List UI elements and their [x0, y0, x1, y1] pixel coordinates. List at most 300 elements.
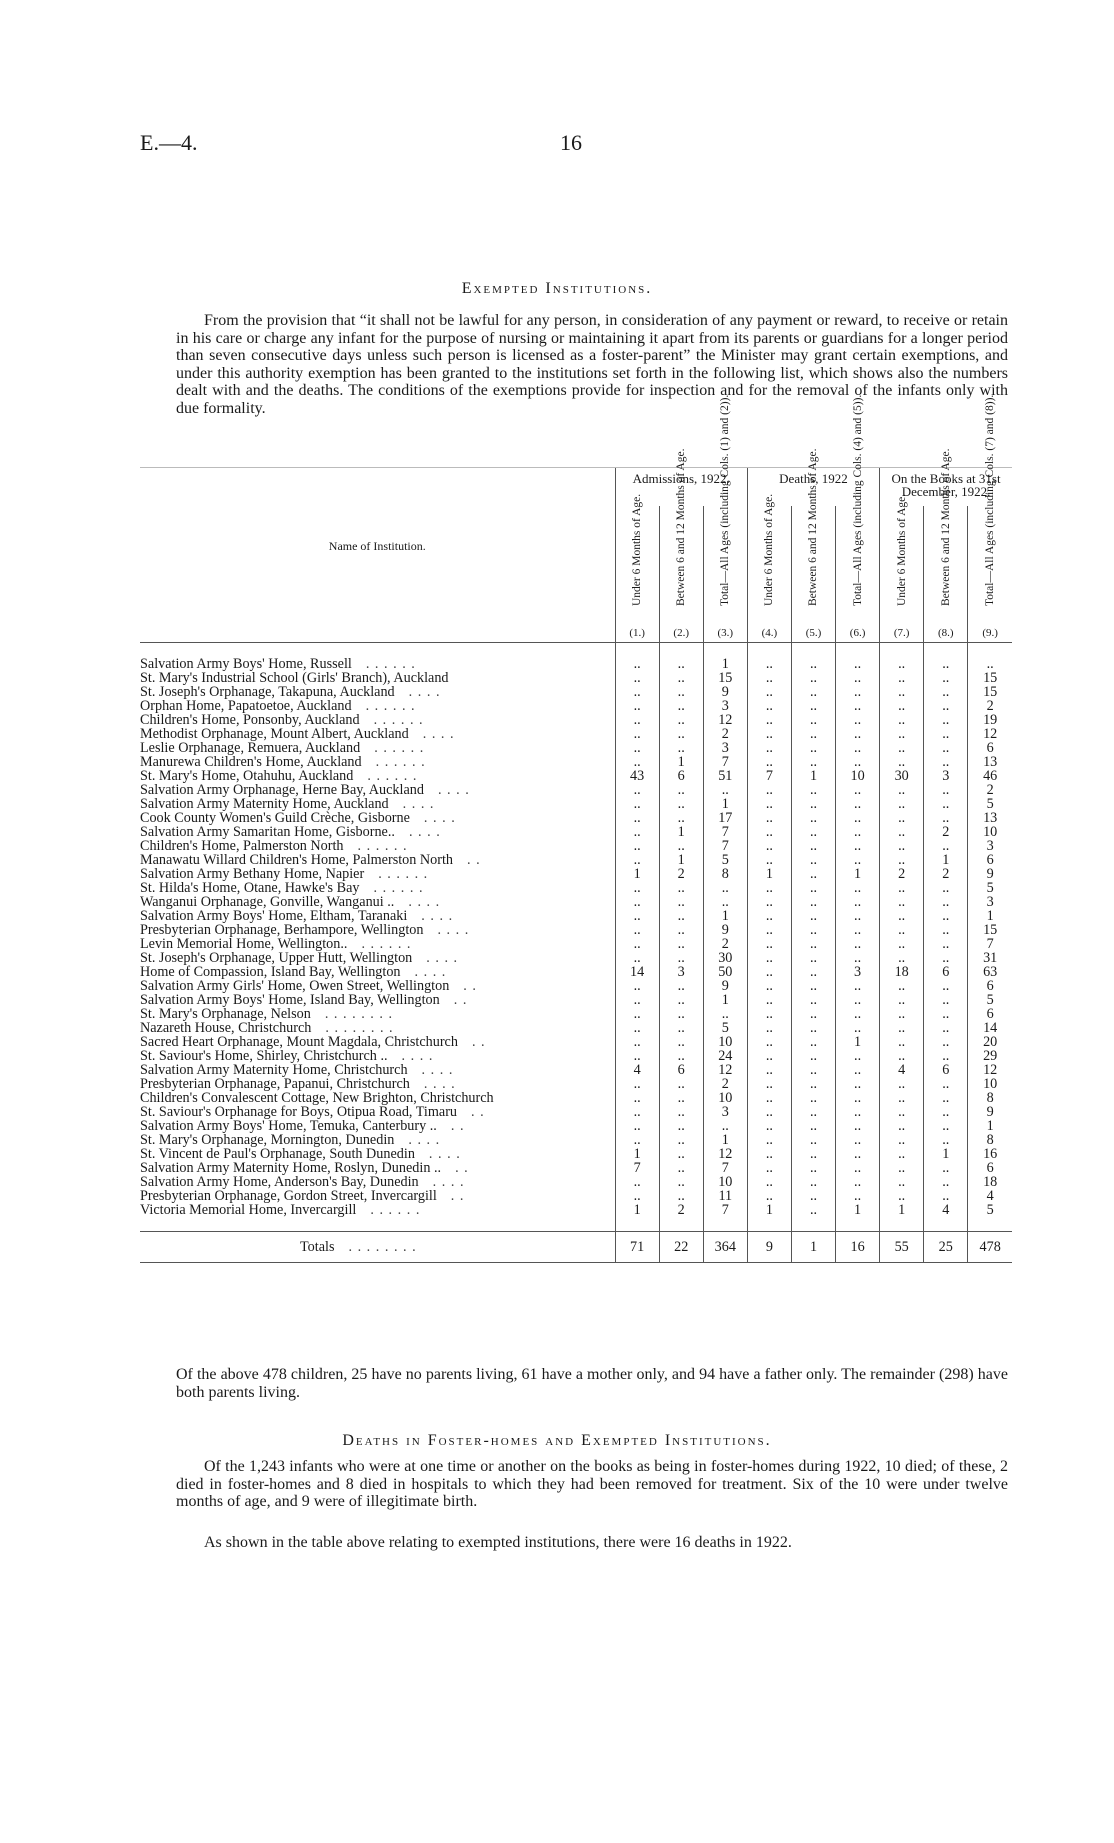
cell-col-9: 5 — [968, 993, 1012, 1007]
cell-col-6: .. — [836, 1133, 880, 1147]
table-row — [140, 1175, 1012, 1189]
cell-col-1: .. — [615, 881, 659, 895]
institution-name — [140, 657, 615, 671]
table-row — [140, 755, 1012, 769]
cell-col-2: 22 — [659, 1232, 703, 1263]
column-header-7 — [880, 493, 924, 624]
institution-name — [140, 671, 615, 685]
leader-dots: . . . . . . — [365, 657, 416, 671]
cell-col-9: 6 — [968, 1161, 1012, 1175]
leader-dots: . . . . . . — [361, 937, 412, 951]
cell-col-9: 13 — [968, 755, 1012, 769]
cell-col-3: 12 — [703, 1063, 747, 1077]
cell-col-5: .. — [791, 741, 835, 755]
table-row — [140, 839, 1012, 853]
cell-col-8: .. — [924, 979, 968, 993]
leader-dots: . . . . — [422, 727, 455, 741]
cell-col-6: .. — [836, 993, 880, 1007]
cell-col-9: 12 — [968, 727, 1012, 741]
institution-name — [140, 1091, 615, 1105]
institution-name-text: Salvation Army Bethany Home, Napier — [140, 867, 365, 881]
cell-col-7: .. — [880, 1021, 924, 1035]
cell-col-8: .. — [924, 657, 968, 671]
column-header-9 — [968, 394, 1012, 624]
table-row — [140, 713, 1012, 727]
column-header-label: Between 6 and 12 Months of Age. — [939, 448, 952, 606]
spacer-cell — [968, 643, 1012, 658]
cell-col-6: .. — [836, 909, 880, 923]
institution-name-text: Salvation Army Maternity Home, Auckland — [140, 797, 389, 811]
cell-col-5: .. — [791, 1077, 835, 1091]
cell-col-2: .. — [659, 993, 703, 1007]
cell-col-8: .. — [924, 685, 968, 699]
institution-name-text: Presbyterian Orphanage, Berhampore, Wellington — [140, 923, 424, 937]
column-header-label: Between 6 and 12 Months of Age. — [807, 448, 820, 606]
cell-col-7: .. — [880, 671, 924, 685]
cell-col-3: 7 — [703, 1203, 747, 1217]
cell-col-6: .. — [836, 951, 880, 965]
cell-col-5: .. — [791, 1021, 835, 1035]
institution-name-text: St. Mary's Industrial School (Girls' Branch), Auckland — [140, 671, 449, 685]
institution-name-text: Children's Home, Ponsonby, Auckland — [140, 713, 360, 727]
cell-col-9: 10 — [968, 1077, 1012, 1091]
column-number-5: (5.) — [791, 624, 835, 643]
cell-col-3: 7 — [703, 755, 747, 769]
institution-name — [140, 1035, 615, 1049]
cell-col-3: .. — [703, 1007, 747, 1021]
cell-col-4: .. — [747, 713, 791, 727]
leader-dots: . . . . — [408, 685, 441, 699]
institution-name-text: Salvation Army Samaritan Home, Gisborne.. — [140, 825, 395, 839]
cell-col-3: 7 — [703, 839, 747, 853]
cell-col-9: 1 — [968, 1119, 1012, 1133]
cell-col-1: 7 — [615, 1161, 659, 1175]
institution-name-text: Salvation Army Boys' Home, Temuka, Canterbury .. — [140, 1119, 437, 1133]
cell-col-2: .. — [659, 951, 703, 965]
institution-name — [140, 839, 615, 853]
cell-col-1: .. — [615, 839, 659, 853]
cell-col-9: 9 — [968, 867, 1012, 881]
cell-col-7: .. — [880, 783, 924, 797]
cell-col-6: 10 — [836, 769, 880, 783]
cell-col-8: 2 — [924, 867, 968, 881]
cell-col-5: .. — [791, 685, 835, 699]
cell-col-8: .. — [924, 839, 968, 853]
table-row — [140, 1189, 1012, 1203]
cell-col-8: .. — [924, 1091, 968, 1105]
cell-col-4: .. — [747, 825, 791, 839]
cell-col-2: .. — [659, 1091, 703, 1105]
column-header-4 — [747, 493, 791, 624]
cell-col-5: .. — [791, 993, 835, 1007]
cell-col-8: .. — [924, 1119, 968, 1133]
institution-name — [140, 853, 615, 867]
cell-col-1: .. — [615, 783, 659, 797]
cell-col-3: 1 — [703, 909, 747, 923]
cell-col-1: 1 — [615, 867, 659, 881]
institution-name — [140, 1161, 615, 1175]
cell-col-2: .. — [659, 1049, 703, 1063]
cell-col-9: 7 — [968, 937, 1012, 951]
cell-col-1: .. — [615, 1021, 659, 1035]
leader-dots: . . . . . . — [375, 755, 426, 769]
cell-col-3: 17 — [703, 811, 747, 825]
cell-col-1: .. — [615, 811, 659, 825]
cell-col-6: .. — [836, 979, 880, 993]
cell-col-7: 55 — [880, 1232, 924, 1263]
leader-dots: . . . . . . — [373, 881, 424, 895]
spacer-cell — [791, 643, 835, 658]
institution-name-text: Salvation Army Boys' Home, Island Bay, Wellington — [140, 993, 440, 1007]
cell-col-7: .. — [880, 1077, 924, 1091]
cell-col-8: 1 — [924, 1147, 968, 1161]
cell-col-5: .. — [791, 1175, 835, 1189]
group-header-deaths: Deaths, 1922 — [747, 468, 879, 507]
cell-col-3: 7 — [703, 825, 747, 839]
cell-col-1: .. — [615, 1049, 659, 1063]
cell-col-1: .. — [615, 699, 659, 713]
institution-name-text: Salvation Army Orphanage, Herne Bay, Auckland — [140, 783, 424, 797]
institution-name — [140, 713, 615, 727]
cell-col-3: 9 — [703, 923, 747, 937]
cell-col-5: .. — [791, 1119, 835, 1133]
cell-col-5: .. — [791, 1007, 835, 1021]
institution-name-text: Presbyterian Orphanage, Papanui, Christchurch — [140, 1077, 410, 1091]
cell-col-7: .. — [880, 909, 924, 923]
cell-col-3: 11 — [703, 1189, 747, 1203]
institution-name-text: St. Saviour's Orphanage for Boys, Otipua Road, Timaru — [140, 1105, 458, 1119]
cell-col-6: 3 — [836, 965, 880, 979]
cell-col-5: .. — [791, 881, 835, 895]
cell-col-8: 4 — [924, 1203, 968, 1217]
cell-col-9: 6 — [968, 1007, 1012, 1021]
leader-dots: . . . . — [432, 1175, 465, 1189]
cell-col-7: .. — [880, 1119, 924, 1133]
institution-name-text: Manawatu Willard Children's Home, Palmerston North — [140, 853, 454, 867]
leader-dots: . . — [471, 1105, 485, 1119]
cell-col-3: 24 — [703, 1049, 747, 1063]
cell-col-9: 3 — [968, 895, 1012, 909]
cell-col-1: .. — [615, 909, 659, 923]
cell-col-5: .. — [791, 1147, 835, 1161]
cell-col-6: .. — [836, 1063, 880, 1077]
cell-col-1: 14 — [615, 965, 659, 979]
cell-col-2: .. — [659, 1119, 703, 1133]
table-row — [140, 951, 1012, 965]
cell-col-2: .. — [659, 1175, 703, 1189]
cell-col-5: 1 — [791, 1232, 835, 1263]
cell-col-6: .. — [836, 685, 880, 699]
cell-col-7: .. — [880, 1091, 924, 1105]
institution-name — [140, 783, 615, 797]
cell-col-6: .. — [836, 1119, 880, 1133]
cell-col-6: .. — [836, 699, 880, 713]
cell-col-5: .. — [791, 783, 835, 797]
cell-col-7: .. — [880, 699, 924, 713]
cell-col-3: 30 — [703, 951, 747, 965]
cell-col-8: .. — [924, 895, 968, 909]
cell-col-7: .. — [880, 797, 924, 811]
cell-col-2: .. — [659, 783, 703, 797]
cell-col-1: .. — [615, 685, 659, 699]
institution-name — [140, 909, 615, 923]
totals-label — [140, 1232, 615, 1263]
cell-col-3: 3 — [703, 1105, 747, 1119]
totals-label-text: Totals — [300, 1239, 335, 1255]
cell-col-2: 3 — [659, 965, 703, 979]
cell-col-4: .. — [747, 979, 791, 993]
cell-col-9: 9 — [968, 1105, 1012, 1119]
cell-col-5: 1 — [791, 769, 835, 783]
institution-name — [140, 923, 615, 937]
leader-dots: . . . . . . — [373, 713, 424, 727]
cell-col-6: .. — [836, 783, 880, 797]
institution-name — [140, 867, 615, 881]
cell-col-6: .. — [836, 1175, 880, 1189]
institution-name-text: Children's Convalescent Cottage, New Brighton, Christchurch — [140, 1091, 494, 1105]
cell-col-6: .. — [836, 1021, 880, 1035]
table-row — [140, 769, 1012, 783]
institution-name — [140, 979, 615, 993]
cell-col-2: .. — [659, 979, 703, 993]
leader-dots: . . . . . . — [374, 741, 425, 755]
cell-col-2: .. — [659, 713, 703, 727]
cell-col-1: .. — [615, 657, 659, 671]
cell-col-2: 1 — [659, 755, 703, 769]
cell-col-3: 364 — [703, 1232, 747, 1263]
cell-col-4: .. — [747, 685, 791, 699]
cell-col-1: .. — [615, 797, 659, 811]
cell-col-4: .. — [747, 1189, 791, 1203]
cell-col-1: .. — [615, 1175, 659, 1189]
cell-col-3: 3 — [703, 699, 747, 713]
cell-col-1: .. — [615, 671, 659, 685]
cell-col-2: .. — [659, 685, 703, 699]
section-title-deaths: Deaths in Foster-homes and Exempted Institutions. — [342, 1432, 772, 1449]
cell-col-1: .. — [615, 1189, 659, 1203]
cell-col-5: .. — [791, 671, 835, 685]
cell-col-8: .. — [924, 923, 968, 937]
cell-col-2: .. — [659, 727, 703, 741]
leader-dots: . . . . . . . . — [324, 1007, 394, 1021]
cell-col-7: 18 — [880, 965, 924, 979]
cell-col-8: .. — [924, 909, 968, 923]
cell-col-6: .. — [836, 713, 880, 727]
cell-col-4: .. — [747, 1021, 791, 1035]
institution-name — [140, 741, 615, 755]
cell-col-6: .. — [836, 895, 880, 909]
column-header-2 — [659, 448, 703, 624]
leader-dots: . . . . — [408, 1133, 441, 1147]
institution-name — [140, 1175, 615, 1189]
cell-col-2: .. — [659, 881, 703, 895]
institution-name — [140, 1119, 615, 1133]
cell-col-2: 2 — [659, 1203, 703, 1217]
table-row — [140, 993, 1012, 1007]
leader-dots: . . . . — [401, 1049, 434, 1063]
cell-col-8: .. — [924, 811, 968, 825]
column-header-3 — [703, 394, 747, 624]
cell-col-1: .. — [615, 1105, 659, 1119]
cell-col-9: 10 — [968, 825, 1012, 839]
cell-col-9: 14 — [968, 1021, 1012, 1035]
cell-col-7: .. — [880, 1035, 924, 1049]
cell-col-4: .. — [747, 1161, 791, 1175]
cell-col-5: .. — [791, 1049, 835, 1063]
leader-dots: . . — [471, 1035, 486, 1049]
cell-col-9: 5 — [968, 797, 1012, 811]
cell-col-6: .. — [836, 839, 880, 853]
cell-col-4: .. — [747, 895, 791, 909]
table-row — [140, 783, 1012, 797]
cell-col-7: .. — [880, 1175, 924, 1189]
cell-col-2: 1 — [659, 853, 703, 867]
cell-col-5: .. — [791, 937, 835, 951]
cell-col-3: 10 — [703, 1175, 747, 1189]
cell-col-5: .. — [791, 867, 835, 881]
cell-col-3: 2 — [703, 937, 747, 951]
cell-col-9: 478 — [968, 1232, 1012, 1263]
cell-col-7: .. — [880, 853, 924, 867]
leader-dots: . . . . — [437, 783, 470, 797]
cell-col-7: 4 — [880, 1063, 924, 1077]
cell-col-9: .. — [968, 657, 1012, 671]
spacer-cell — [703, 1217, 747, 1232]
leader-dots: . . . . — [423, 811, 456, 825]
cell-col-4: .. — [747, 1063, 791, 1077]
cell-col-2: 6 — [659, 769, 703, 783]
cell-col-3: 50 — [703, 965, 747, 979]
cell-col-8: .. — [924, 1189, 968, 1203]
institution-name-text: Salvation Army Boys' Home, Eltham, Taranaki — [140, 909, 408, 923]
cell-col-7: .. — [880, 685, 924, 699]
cell-col-1: .. — [615, 923, 659, 937]
cell-col-4: .. — [747, 1175, 791, 1189]
cell-col-6: 16 — [836, 1232, 880, 1263]
cell-col-8: .. — [924, 741, 968, 755]
cell-col-7: .. — [880, 727, 924, 741]
leader-dots: . . . . — [421, 909, 454, 923]
cell-col-4: .. — [747, 1049, 791, 1063]
cell-col-7: .. — [880, 1147, 924, 1161]
cell-col-3: 7 — [703, 1161, 747, 1175]
leader-dots: . . . . . . — [378, 867, 429, 881]
cell-col-6: 1 — [836, 867, 880, 881]
spacer-row — [140, 1217, 1012, 1232]
cell-col-3: 10 — [703, 1091, 747, 1105]
table-row — [140, 979, 1012, 993]
cell-col-5: .. — [791, 713, 835, 727]
col-number-blank — [140, 624, 615, 643]
cell-col-1: .. — [615, 1133, 659, 1147]
institution-name — [140, 1007, 615, 1021]
institution-name-text: Manurewa Children's Home, Auckland — [140, 755, 362, 769]
cell-col-6: .. — [836, 853, 880, 867]
table-row — [140, 1203, 1012, 1217]
leader-dots — [449, 671, 463, 685]
cell-col-4: .. — [747, 965, 791, 979]
table-row — [140, 937, 1012, 951]
cell-col-6: .. — [836, 741, 880, 755]
cell-col-3: 2 — [703, 1077, 747, 1091]
leader-dots: . . — [450, 1189, 465, 1203]
cell-col-4: .. — [747, 937, 791, 951]
name-of-institution-header: Name of Institution. — [140, 468, 615, 625]
table-row — [140, 1063, 1012, 1077]
column-number-3: (3.) — [703, 624, 747, 643]
institution-name — [140, 699, 615, 713]
spacer-cell — [924, 1217, 968, 1232]
cell-col-2: .. — [659, 699, 703, 713]
institution-name — [140, 881, 615, 895]
cell-col-5: .. — [791, 1091, 835, 1105]
institution-name-text: Levin Memorial Home, Wellington.. — [140, 937, 348, 951]
cell-col-1: 71 — [615, 1232, 659, 1263]
institution-name — [140, 965, 615, 979]
cell-col-2: .. — [659, 797, 703, 811]
table-row — [140, 1049, 1012, 1063]
cell-col-5: .. — [791, 797, 835, 811]
cell-col-1: .. — [615, 1119, 659, 1133]
cell-col-4: .. — [747, 1035, 791, 1049]
leader-dots: . . . . — [414, 965, 447, 979]
cell-col-3: 8 — [703, 867, 747, 881]
institution-name — [140, 1021, 615, 1035]
table-row — [140, 909, 1012, 923]
cell-col-9: 6 — [968, 853, 1012, 867]
leader-dots: . . . . — [408, 895, 441, 909]
institution-name — [140, 937, 615, 951]
institution-name — [140, 1077, 615, 1091]
cell-col-9: 4 — [968, 1189, 1012, 1203]
cell-col-2: .. — [659, 1161, 703, 1175]
cell-col-4: 9 — [747, 1232, 791, 1263]
cell-col-2: .. — [659, 937, 703, 951]
cell-col-6: .. — [836, 881, 880, 895]
institution-name-text: Home of Compassion, Island Bay, Wellington — [140, 965, 401, 979]
cell-col-6: .. — [836, 727, 880, 741]
cell-col-3: 1 — [703, 1133, 747, 1147]
cell-col-9: 6 — [968, 741, 1012, 755]
table-row — [140, 727, 1012, 741]
cell-col-5: .. — [791, 825, 835, 839]
cell-col-2: .. — [659, 1147, 703, 1161]
cell-col-4: .. — [747, 951, 791, 965]
cell-col-7: .. — [880, 895, 924, 909]
institution-name-text: St. Joseph's Orphanage, Upper Hutt, Wellington — [140, 951, 413, 965]
cell-col-8: .. — [924, 1049, 968, 1063]
cell-col-8: .. — [924, 881, 968, 895]
table-row — [140, 895, 1012, 909]
table-row — [140, 657, 1012, 671]
cell-col-7: .. — [880, 1105, 924, 1119]
cell-col-4: .. — [747, 839, 791, 853]
cell-col-4: .. — [747, 755, 791, 769]
cell-col-1: .. — [615, 727, 659, 741]
cell-col-7: .. — [880, 1007, 924, 1021]
table-row — [140, 1091, 1012, 1105]
cell-col-9: 46 — [968, 769, 1012, 783]
cell-col-2: .. — [659, 895, 703, 909]
cell-col-4: .. — [747, 741, 791, 755]
cell-col-7: .. — [880, 881, 924, 895]
spacer-cell — [615, 1217, 659, 1232]
cell-col-7: .. — [880, 1161, 924, 1175]
column-header-8 — [924, 448, 968, 624]
cell-col-8: 1 — [924, 853, 968, 867]
institution-name-text: St. Mary's Orphanage, Nelson — [140, 1007, 311, 1021]
cell-col-5: .. — [791, 853, 835, 867]
